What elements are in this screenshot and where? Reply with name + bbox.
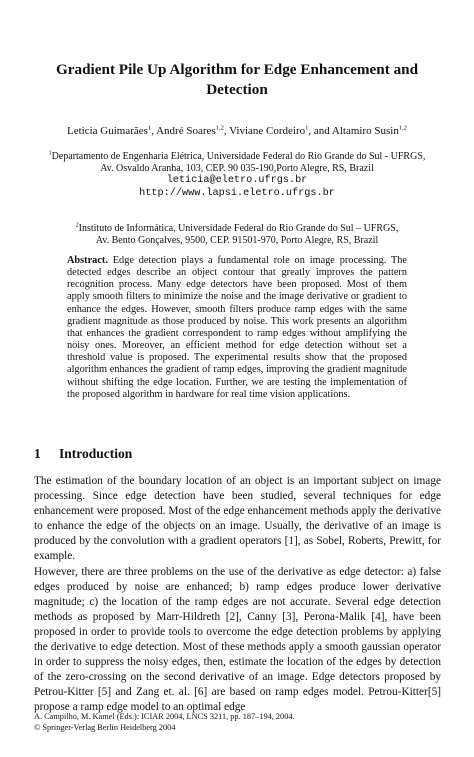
citation-line: A. Campilho, M. Kamel (Eds.): ICIAR 2004, LNCS 3211, pp. 187–194, 2004. bbox=[34, 712, 295, 721]
affiliation-line: Departamento de Engenharia Elétrica, Universidade Federal do Rio Grande do Sul - UFRGS, bbox=[51, 151, 426, 162]
abstract bbox=[67, 255, 407, 401]
website-url[interactable]: http://www.lapsi.eletro.ufrgs.br bbox=[139, 187, 335, 199]
author-affiliation-mark: 1 bbox=[147, 124, 152, 132]
affiliation-2 bbox=[20, 223, 454, 247]
page-footer bbox=[34, 712, 441, 733]
author-name: André Soares bbox=[156, 125, 216, 137]
author-affiliation-mark: 1 bbox=[305, 124, 309, 132]
paragraph: The estimation of the boundary location of an object is an important subject on image processing. Since edge detection have been studied, several techniques for edge enhancement were proposed. Most of the edge enhancement methods apply the derivative to enhance the edge of the objects on an image. Usually, the derivative of an image is produced by the convolution with a gradient operators [1], as Sobel, Roberts, Prewitt, for example. bbox=[34, 475, 441, 563]
author-list: Leticia Guimarães$^1$, André Soares$^{1,2}$, Viviane Cordeiro$^1$, and Altamiro Susin$^{1,2}$ bbox=[67, 124, 407, 137]
author-name: Viviane Cordeiro bbox=[229, 125, 306, 137]
email-address[interactable]: leticia@eletro.ufrgs.br bbox=[166, 175, 308, 187]
affiliation-line: Instituto de Informática, Universidade Federal do Rio Grande do Sul – UFRGS, bbox=[78, 223, 399, 234]
body-text bbox=[34, 474, 441, 716]
author-affiliation-mark: 1,2 bbox=[215, 124, 224, 132]
abstract-text: Edge detection plays a fundamental role on image processing. The detected edges describe an object contour that greatly improves the pattern recognition process. Many edge detectors have been proposed. Most of them apply smooth filters to minimize the noise and the image derivative or gradient to enhance the edges. However, smooth filters produce ramp edges with the same gradient magnitude as those produced by noise. This work presents an algorithm that enhances the gradient correspondent to ramp edges without amplifying the noisy ones. Moreover, an efficient method for edge detection without set a threshold value is proposed. The experimental results show that the proposed algorithm enhances the gradient of ramp edges, improving the gradient magnitude without shifting the edge location. Further, we are testing the implementation of the proposed algorithm in hardware for real time vision applications. bbox=[67, 255, 408, 400]
affiliation-mark: 1 bbox=[48, 150, 52, 157]
section-title: Introduction bbox=[59, 446, 133, 461]
author-name: Altamiro Susin bbox=[331, 125, 399, 137]
affiliation-mark: 2 bbox=[75, 222, 79, 229]
abstract-label: Abstract. bbox=[67, 255, 108, 266]
affiliation-line: Av. Bento Gonçalves, 9500, CEP. 91501-970, Porto Alegre, RS, Brazil bbox=[95, 235, 379, 247]
affiliation-line: Av. Osvaldo Aranha, 103, CEP. 90 035-190,Porto Alegre, RS, Brazil bbox=[100, 163, 374, 175]
paragraph: However, there are three problems on the use of the derivative as edge detector: a) false edges produced by noise are enhanced; b) ramp edges produce lower derivative magnitude; c) the location of the ramp edges are not accurate. Several edge detection methods as proposed by Marr-Hildreth [2], Canny [3], Perona-Malik [4], have been proposed in order to provide tools to overcome the edge detection problems by applying the derivative to edge detection. Most of these methods apply a smooth gaussian operator in order to suppress the noisy edges, then, estimate the location of the edges by detection of the zero-crossing on the second derivative of an image. Edge detectors proposed by Petrou-Kitter [5] and Zang et. al. [6] are based on ramp edges model. Petrou-Kitter[5] propose a ramp edge model to an optimal edge bbox=[34, 565, 441, 714]
affiliation-1 bbox=[20, 151, 454, 200]
section-number: 1 bbox=[34, 446, 41, 461]
copyright-line: © Springer-Verlag Berlin Heidelberg 2004 bbox=[34, 722, 176, 732]
section-heading bbox=[34, 446, 132, 462]
author-name: Leticia Guimarães bbox=[67, 125, 148, 137]
author-affiliation-mark: 1,2 bbox=[398, 124, 407, 132]
paper-title: Gradient Pile Up Algorithm for Edge Enhancement and Detection bbox=[55, 61, 419, 98]
